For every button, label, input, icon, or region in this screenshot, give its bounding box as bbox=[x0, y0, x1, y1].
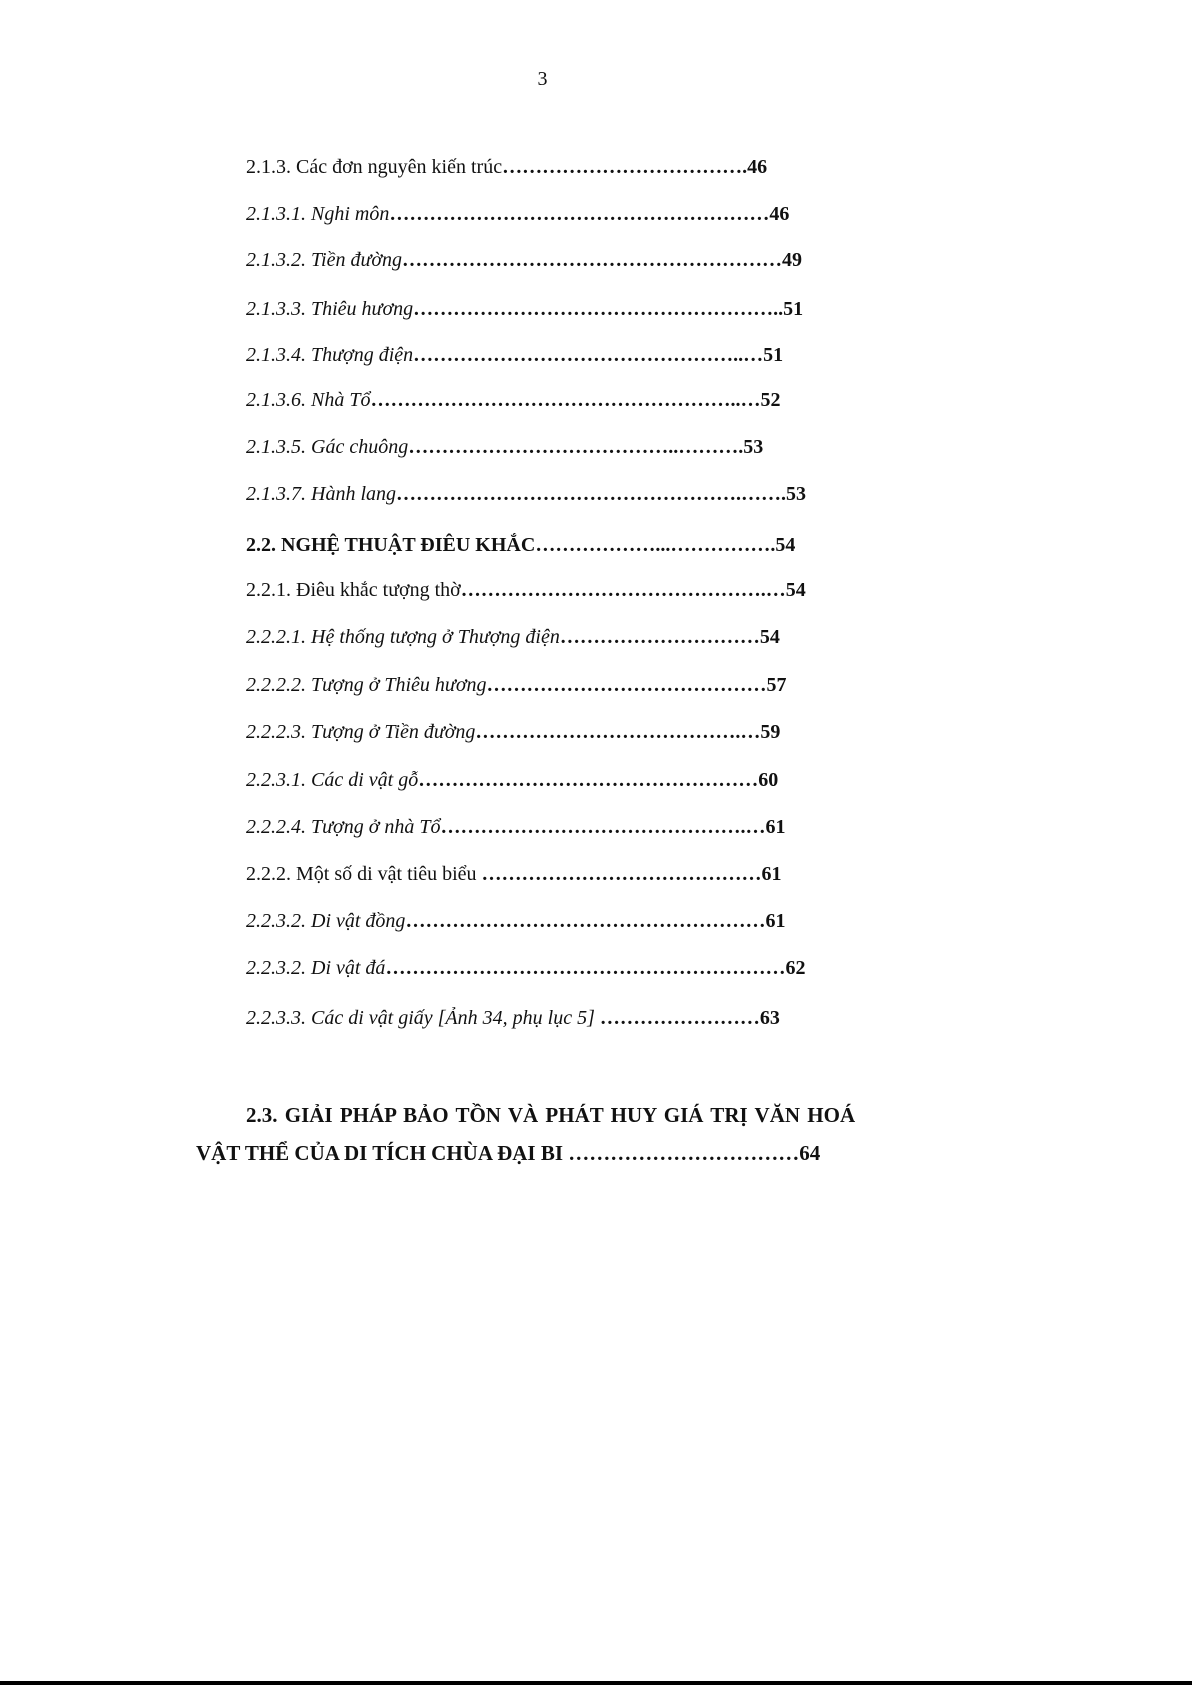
page-number: 3 bbox=[537, 68, 548, 90]
toc-entry-label: 2.1.3.2. Tiền đường bbox=[246, 249, 403, 271]
toc-entry-label: 2.2.3.1. Các di vật gỗ bbox=[246, 769, 419, 791]
toc-leader-dots: ……………………………………………….. bbox=[413, 298, 784, 320]
toc-page-number: 49 bbox=[782, 249, 803, 271]
toc-page-number: 63 bbox=[759, 1007, 780, 1029]
toc-entry-label: 2.1.3.5. Gác chuông bbox=[246, 436, 409, 458]
toc-entry bbox=[246, 432, 763, 462]
toc-leader-dots: …………………… bbox=[594, 1007, 760, 1029]
toc-entry-label: 2.1.3.1. Nghi môn bbox=[246, 203, 390, 225]
toc-page-number: 60 bbox=[758, 769, 779, 791]
toc-page-number: 53 bbox=[743, 436, 764, 458]
final-heading-line2 bbox=[196, 1134, 896, 1172]
toc-leader-dots: ……………………………………….… bbox=[440, 816, 766, 838]
toc-entry-label: 2.2.2.3. Tượng ở Tiền đường bbox=[246, 721, 476, 743]
toc-page-number: 51 bbox=[763, 344, 784, 366]
toc-leader-dots: …………………………………………………… bbox=[385, 957, 786, 979]
toc-entry-label: 2.2.2.1. Hệ thống tượng ở Thượng điện bbox=[246, 626, 560, 648]
toc-entry bbox=[246, 765, 778, 795]
toc-page-number: 51 bbox=[783, 298, 804, 320]
toc-entry-label: 2.2.2.4. Tượng ở nhà Tổ bbox=[246, 816, 441, 838]
toc-entry bbox=[246, 385, 780, 415]
toc-leader-dots: ………………………………………………… bbox=[389, 203, 770, 225]
toc-leader-dots: ………………...……………. bbox=[535, 534, 776, 556]
toc-leader-dots: ………………………………….… bbox=[475, 721, 761, 743]
toc-entry bbox=[246, 575, 806, 605]
toc-page-number: 64 bbox=[799, 1141, 821, 1165]
toc-entry-label: 2.2.1. Điêu khắc tượng thờ bbox=[246, 579, 461, 601]
toc-entry bbox=[246, 152, 767, 182]
toc-leader-dots: ………………………………………………… bbox=[402, 249, 783, 271]
toc-entry bbox=[246, 812, 786, 842]
toc-entry bbox=[246, 670, 787, 700]
toc-section-heading-final bbox=[196, 1096, 896, 1172]
toc-entry bbox=[246, 622, 780, 652]
toc-page-number: 62 bbox=[785, 957, 806, 979]
toc-leader-dots: ………………………… bbox=[559, 626, 760, 648]
toc-entry bbox=[246, 717, 780, 747]
toc-leader-dots: …………………………………………….……. bbox=[396, 483, 786, 505]
toc-entry-label: 2.1.3.6. Nhà Tổ bbox=[246, 389, 371, 411]
toc-page-number: 52 bbox=[760, 389, 781, 411]
toc-leader-dots: …………………………………………… bbox=[418, 769, 759, 791]
toc-entry bbox=[246, 245, 802, 275]
toc-entry bbox=[246, 199, 789, 229]
toc-entry-label: 2.1.3.3. Thiêu hương bbox=[246, 298, 414, 320]
toc-page-number: 57 bbox=[766, 674, 787, 696]
toc-leader-dots: ………………………………………………..… bbox=[370, 389, 761, 411]
toc-entry bbox=[246, 340, 783, 370]
toc-section-heading bbox=[246, 530, 795, 560]
toc-page-number: 54 bbox=[785, 579, 806, 601]
toc-page-number: 46 bbox=[747, 156, 768, 178]
toc-entry-label: 2.1.3. Các đơn nguyên kiến trúc bbox=[246, 156, 503, 178]
toc-page-number: 61 bbox=[765, 816, 786, 838]
toc-entry-label: 2.2.3.2. Di vật đồng bbox=[246, 910, 406, 932]
page-bottom-edge bbox=[0, 1681, 1192, 1685]
toc-leader-dots: …………………………………………..… bbox=[413, 344, 764, 366]
toc-page-number: 53 bbox=[786, 483, 806, 505]
toc-page-number: 54 bbox=[775, 534, 796, 556]
toc-leader-dots: …………………………………..………. bbox=[408, 436, 744, 458]
final-heading-line1: 2.3. GIẢI PHÁP BẢO TỒN VÀ PHÁT HUY GIÁ TRỊ VĂN HOÁ bbox=[246, 1103, 856, 1127]
toc-page-number: 46 bbox=[769, 203, 790, 225]
toc-entry-label: 2.1.3.7. Hành lang bbox=[246, 483, 396, 505]
toc-entry-label: 2.2.2.2. Tượng ở Thiêu hương bbox=[246, 674, 487, 696]
toc-entry-label: 2.2.3.3. Các di vật giấy [Ảnh 34, phụ lục 5] bbox=[246, 1007, 595, 1029]
toc-leader-dots: ……………………………………….… bbox=[460, 579, 786, 601]
toc-leader-dots: ……………………………………………… bbox=[405, 910, 766, 932]
toc-entry-label: 2.2.3.2. Di vật đá bbox=[246, 957, 386, 979]
toc-leader-dots: ………………………………. bbox=[502, 156, 748, 178]
toc-leader-dots: …………………………… bbox=[563, 1141, 800, 1165]
toc-page-number: 54 bbox=[759, 626, 780, 648]
final-heading-line2-text: VẬT THỂ CỦA DI TÍCH CHÙA ĐẠI BI bbox=[196, 1141, 564, 1165]
toc-page-number: 59 bbox=[760, 721, 781, 743]
toc-entry-label: 2.1.3.4. Thượng điện bbox=[246, 344, 414, 366]
toc-page-number: 61 bbox=[761, 863, 782, 885]
toc-leader-dots: …………………………………… bbox=[486, 674, 767, 696]
toc-entry bbox=[246, 1003, 780, 1033]
toc-entry bbox=[246, 953, 805, 983]
toc-leader-dots: …………………………………… bbox=[476, 863, 762, 885]
toc-page-number: 61 bbox=[765, 910, 786, 932]
toc-entry bbox=[246, 859, 782, 889]
toc-entry bbox=[246, 294, 803, 324]
toc-entry-label: 2.2. NGHỆ THUẬT ĐIÊU KHẮC bbox=[246, 534, 536, 556]
toc-entry bbox=[246, 906, 785, 936]
toc-entry-label: 2.2.2. Một số di vật tiêu biểu bbox=[246, 863, 477, 885]
toc-entry bbox=[246, 479, 806, 509]
